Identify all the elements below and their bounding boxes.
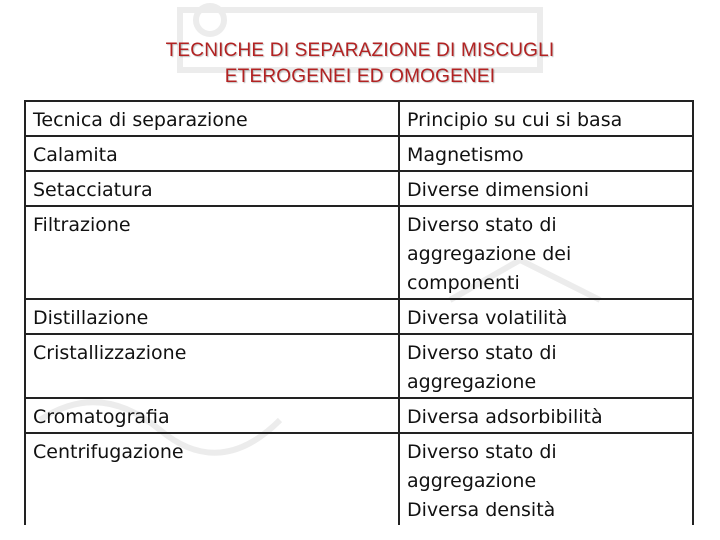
table-row (25, 433, 693, 525)
principle-line: Diversa densità (407, 499, 556, 521)
header-technique: Tecnica di separazione (25, 101, 399, 136)
principle-line: Magnetismo (407, 144, 524, 166)
principle-line: Diverso stato di (407, 441, 557, 463)
technique-cell: Filtrazione (25, 206, 399, 299)
principle-line: componenti (407, 272, 520, 294)
principle-line: Diverso stato di (407, 214, 557, 236)
table-row (25, 334, 693, 398)
principle-line: aggregazione dei (407, 243, 572, 265)
table-row (25, 299, 693, 334)
table-row (25, 171, 693, 206)
page-title (0, 38, 720, 90)
table-row (25, 136, 693, 171)
title-line-1: TECNICHE DI SEPARAZIONE DI MISCUGLI (165, 40, 555, 61)
title-line-2: ETEROGENEI ED OMOGENEI (224, 66, 496, 87)
technique-cell: Calamita (25, 136, 399, 171)
technique-cell: Centrifugazione (25, 433, 399, 525)
principle-cell (399, 171, 693, 206)
principle-line: Diversa adsorbibilità (407, 406, 603, 428)
principle-cell (399, 433, 693, 525)
technique-cell: Cromatografia (25, 398, 399, 433)
principle-cell (399, 334, 693, 398)
header-principle: Principio su cui si basa (399, 101, 693, 136)
principle-line: Diverso stato di (407, 342, 557, 364)
technique-cell: Cristallizzazione (25, 334, 399, 398)
principle-line: aggregazione (407, 470, 537, 492)
table-row (25, 206, 693, 299)
principle-line: Diverse dimensioni (407, 179, 589, 201)
principle-line: aggregazione (407, 371, 537, 393)
principle-line: Diversa volatilità (407, 307, 568, 329)
principle-cell (399, 206, 693, 299)
principle-cell (399, 398, 693, 433)
principle-cell (399, 136, 693, 171)
separation-techniques-table (24, 100, 694, 525)
technique-cell: Setacciatura (25, 171, 399, 206)
table-header-row (25, 101, 693, 136)
table-row (25, 398, 693, 433)
principle-cell (399, 299, 693, 334)
technique-cell: Distillazione (25, 299, 399, 334)
